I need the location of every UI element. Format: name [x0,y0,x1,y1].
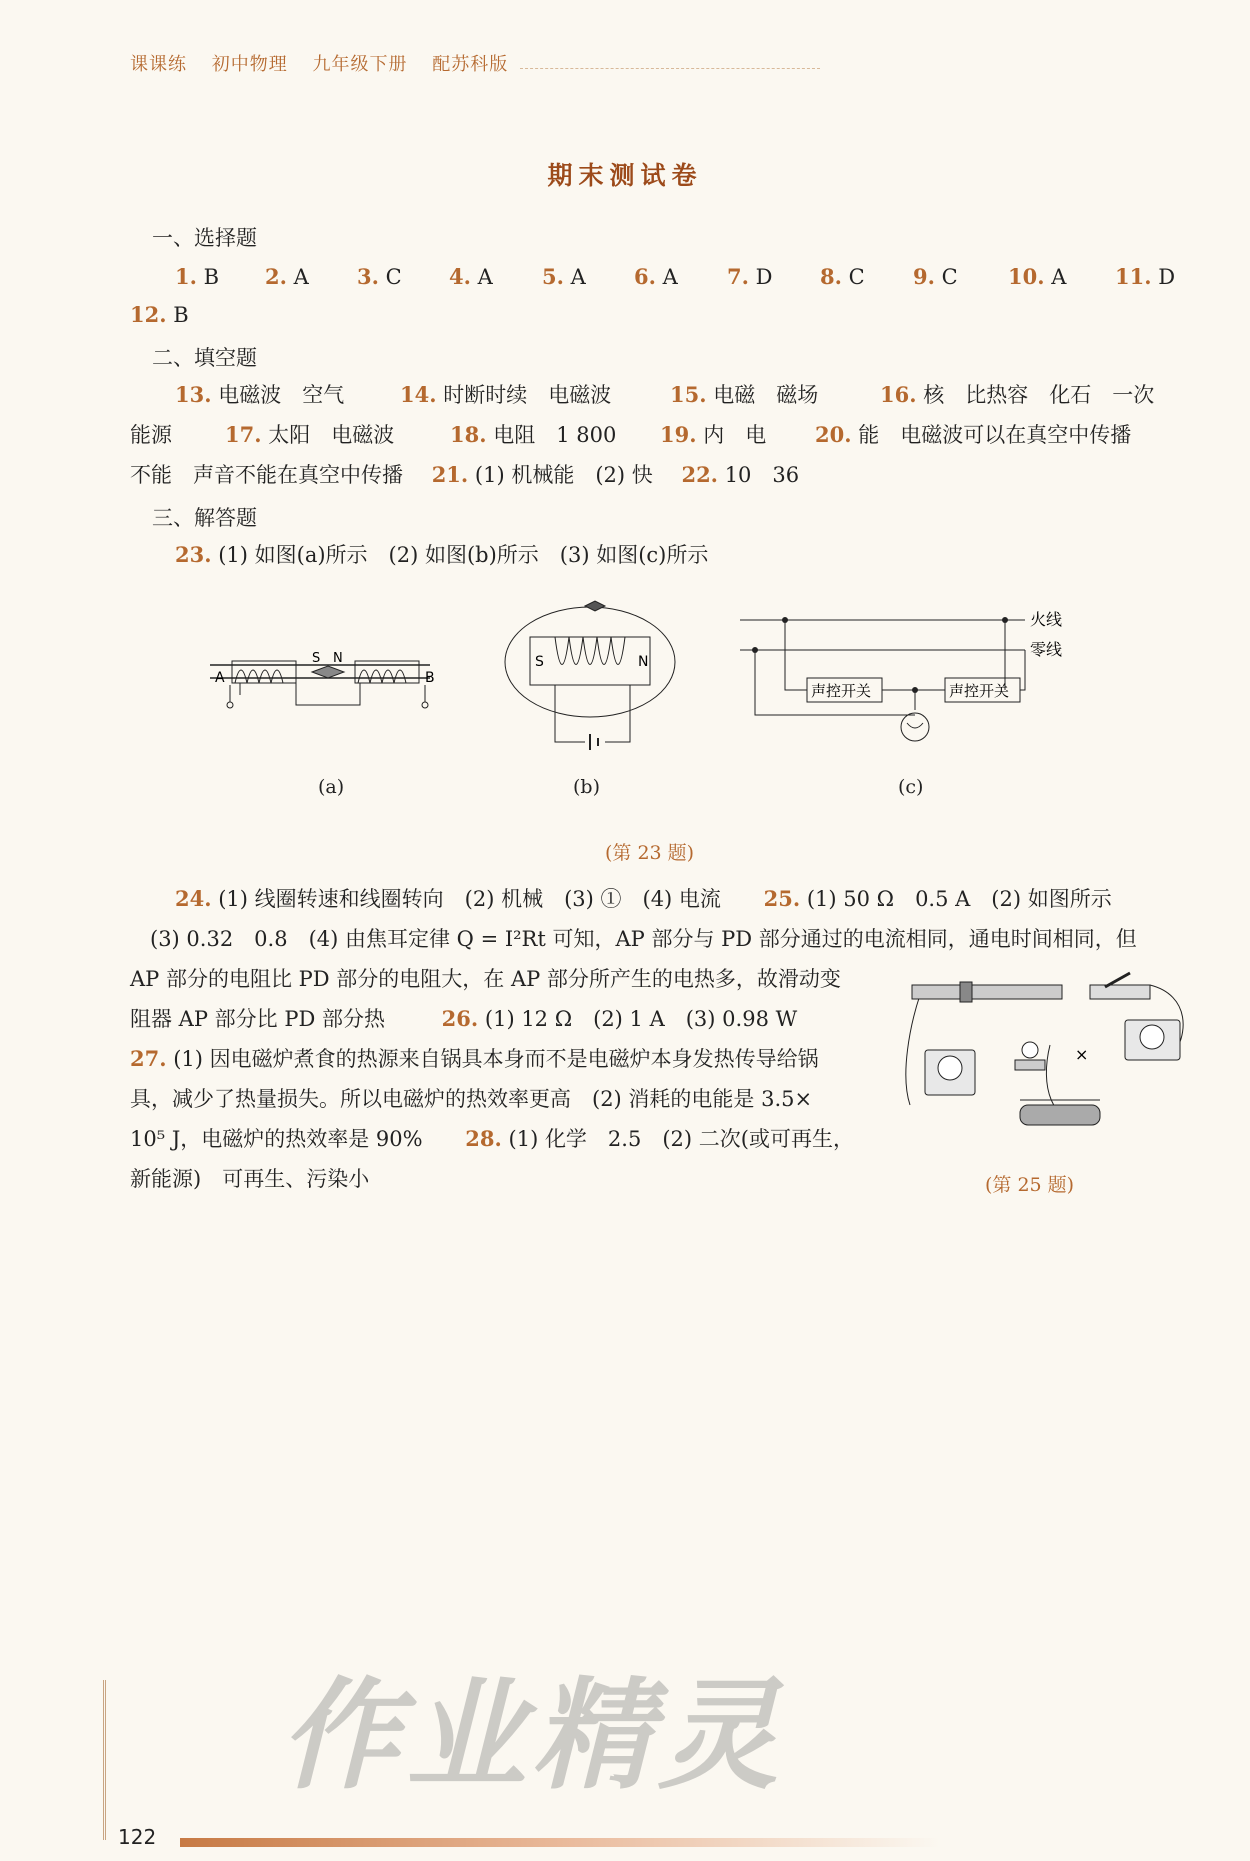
choice-8: 8. C [820,264,865,289]
page-title: 期末测试卷 [547,161,703,190]
q28-line-2: 新能源) 可再生、污染小 [130,1167,370,1191]
choice-6: 6. A [634,264,678,289]
figure-23b [500,592,680,762]
q25-caption: (第 25 题) [985,1174,1075,1196]
section-choice: 一、选择题 [152,226,257,250]
header-divider [520,68,820,70]
fill-row-3: 不能 声音不能在真空中传播 21. (1) 机械能 (2) 快 22. 10 36 [130,462,800,487]
q24-q25-line: 24. (1) 线圈转速和线圈转向 (2) 机械 (3) ① (4) 电流 25. (1) 50 Ω 0.5 A (2) 如图所示 [175,886,1112,911]
svg-text:×: × [1075,1045,1089,1064]
choice-9: 9. C [913,264,958,289]
q23-caption: (第 23 题) [605,842,695,864]
svg-text:B: B [425,670,435,686]
q25-line-3: AP 部分的电阻比 PD 部分的电阻大，在 AP 部分所产生的电热多，故滑动变 [130,967,841,991]
svg-text:N: N [638,654,649,670]
svg-text:S: S [535,654,544,670]
svg-text:A: A [215,670,225,686]
header-book: 课课练 [130,54,187,75]
q25-q26-line: 阻器 AP 部分比 PD 部分热 26. (1) 12 Ω (2) 1 A (3) 0.98 W [130,1006,798,1031]
figure-23a [200,630,450,720]
svg-text:N: N [333,651,343,666]
figure-23a-label: (a) [318,776,345,798]
q27-line-1: 27. (1) 因电磁炉煮食的热源来自锅具本身而不是电磁炉本身发热传导给锅 [130,1046,819,1071]
margin-rule [103,1680,109,1840]
section-answer: 三、解答题 [152,506,257,530]
choice-7: 7. D [727,264,773,289]
svg-text:声控开关: 声控开关 [811,682,872,700]
footer-bar [180,1838,940,1847]
figure-23c [735,605,1065,765]
figure-23c-label: (c) [898,776,924,798]
running-header [130,50,526,76]
section-fill: 二、填空题 [152,346,257,370]
page-number: 122 [118,1825,157,1849]
choice-10: 10. A [1008,264,1067,289]
svg-text:火线: 火线 [1030,610,1063,629]
header-grade: 九年级下册 [312,54,408,75]
choice-12: 12. B [130,302,189,327]
svg-text:S: S [312,651,321,666]
svg-text:声控开关: 声控开关 [949,682,1010,700]
watermark: 作业精灵 [280,1667,784,1806]
choice-11: 11. D [1115,264,1176,289]
q25-line-2: (3) 0.32 0.8 (4) 由焦耳定律 Q = I²Rt 可知，AP 部分与 PD 部分通过的电流相同，通电时间相同，但 [150,927,1137,951]
choice-5: 5. A [542,264,586,289]
svg-text:零线: 零线 [1030,640,1063,659]
q27-q28-line: 10⁵ J，电磁炉的热效率是 90% 28. (1) 化学 2.5 (2) 二次(或可再生， [130,1126,854,1151]
header-subject: 初中物理 [211,54,288,75]
header-edition: 配苏科版 [432,54,509,75]
q27-line-2: 具，减少了热量损失。所以电磁炉的热效率更高 (2) 消耗的电能是 3.5× [130,1087,813,1111]
figure-25 [900,965,1190,1140]
q23-text: 23. (1) 如图(a)所示 (2) 如图(b)所示 (3) 如图(c)所示 [175,542,709,567]
choice-2: 2. A [265,264,309,289]
choice-3: 3. C [357,264,402,289]
figure-23b-label: (b) [573,776,600,798]
choice-4: 4. A [449,264,493,289]
choice-1: 1. B [175,264,220,289]
